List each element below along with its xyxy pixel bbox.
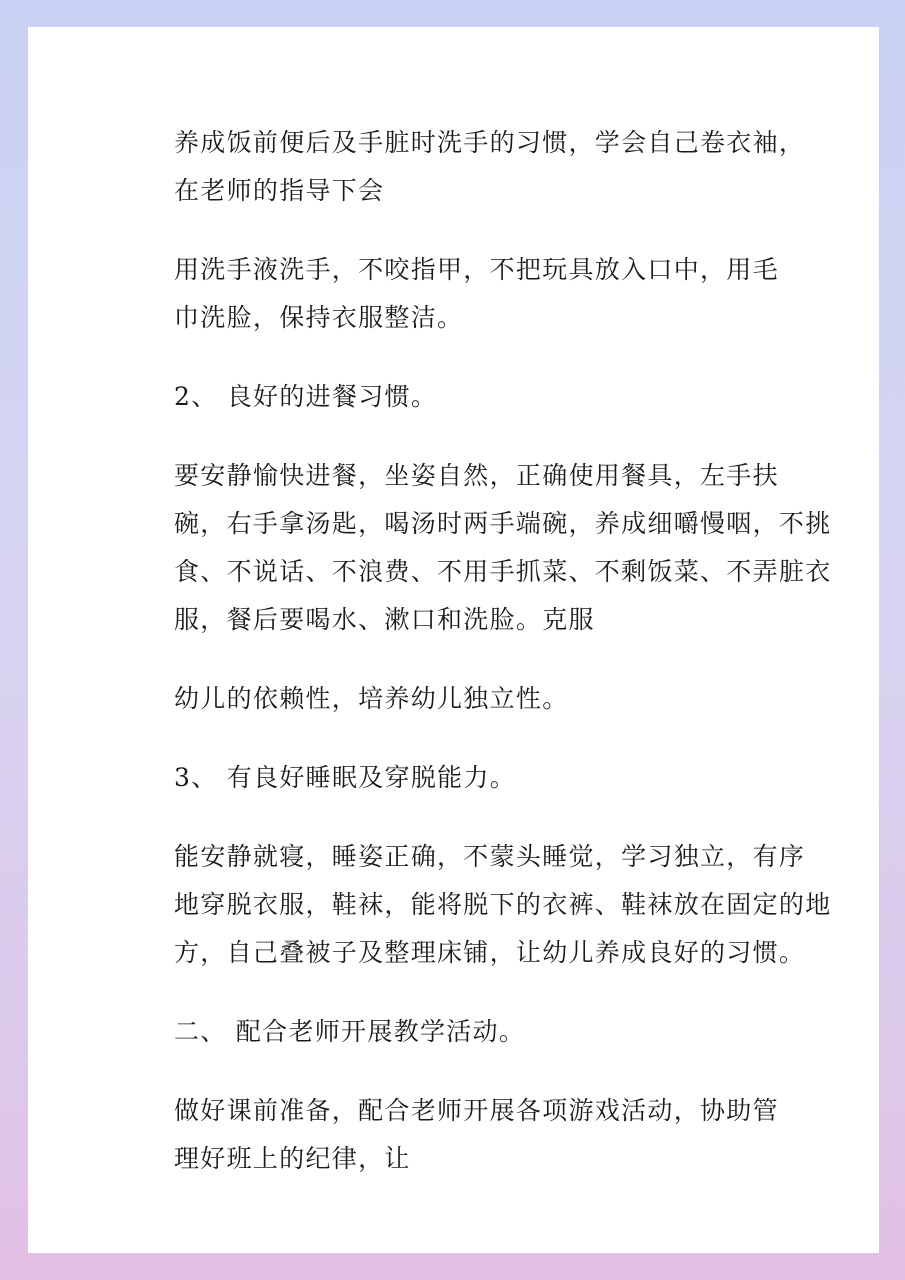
- text-line: 地穿脱衣服，鞋袜，能将脱下的衣裤、鞋袜放在固定的地: [174, 890, 832, 919]
- paragraph-independence: [141, 675, 775, 723]
- text-line: 服，餐后要喝水、漱口和洗脸。克服: [174, 605, 595, 634]
- text-line: 做好课前准备，配合老师开展各项游戏活动，协助管: [174, 1096, 779, 1125]
- heading-dining-habits: [141, 373, 775, 421]
- paragraph-sleep: [141, 833, 832, 977]
- text-line: 方，自己叠被子及整理床铺，让幼儿养成良好的习惯。: [174, 938, 806, 967]
- text-line: 在老师的指导下会: [174, 176, 385, 205]
- paragraph-hygiene: [141, 246, 779, 342]
- text-line: 养成饭前便后及手脏时洗手的习惯，学会自己卷衣袖，: [174, 128, 806, 157]
- paragraph-handwashing: [141, 119, 806, 215]
- text-line: 2、 良好的进餐习惯。: [174, 382, 438, 411]
- document-page: [28, 27, 879, 1253]
- text-line: 幼儿的依赖性，培养幼儿独立性。: [174, 684, 569, 713]
- document-body: [141, 119, 832, 1214]
- text-line: 要安静愉快进餐，坐姿自然，正确使用餐具，左手扶: [174, 461, 779, 490]
- text-line: 食、不说话、不浪费、不用手抓菜、不剩饭菜、不弄脏衣: [174, 557, 832, 586]
- text-line: 3、 有良好睡眠及穿脱能力。: [174, 763, 517, 792]
- text-line: 能安静就寝，睡姿正确，不蒙头睡觉，学习独立，有序: [174, 842, 806, 871]
- paragraph-dining: [141, 452, 832, 644]
- paragraph-class-prep: [141, 1087, 779, 1183]
- text-line: 用洗手液洗手，不咬指甲，不把玩具放入口中，用毛: [174, 255, 779, 284]
- text-line: 巾洗脸，保持衣服整洁。: [174, 303, 464, 332]
- heading-sleep-dressing: [141, 754, 775, 802]
- text-line: 碗，右手拿汤匙，喝汤时两手端碗，养成细嚼慢咽，不挑: [174, 509, 832, 538]
- text-line: 二、 配合老师开展教学活动。: [174, 1017, 526, 1046]
- text-line: 理好班上的纪律，让: [174, 1144, 411, 1173]
- heading-teaching-activities: [141, 1008, 775, 1056]
